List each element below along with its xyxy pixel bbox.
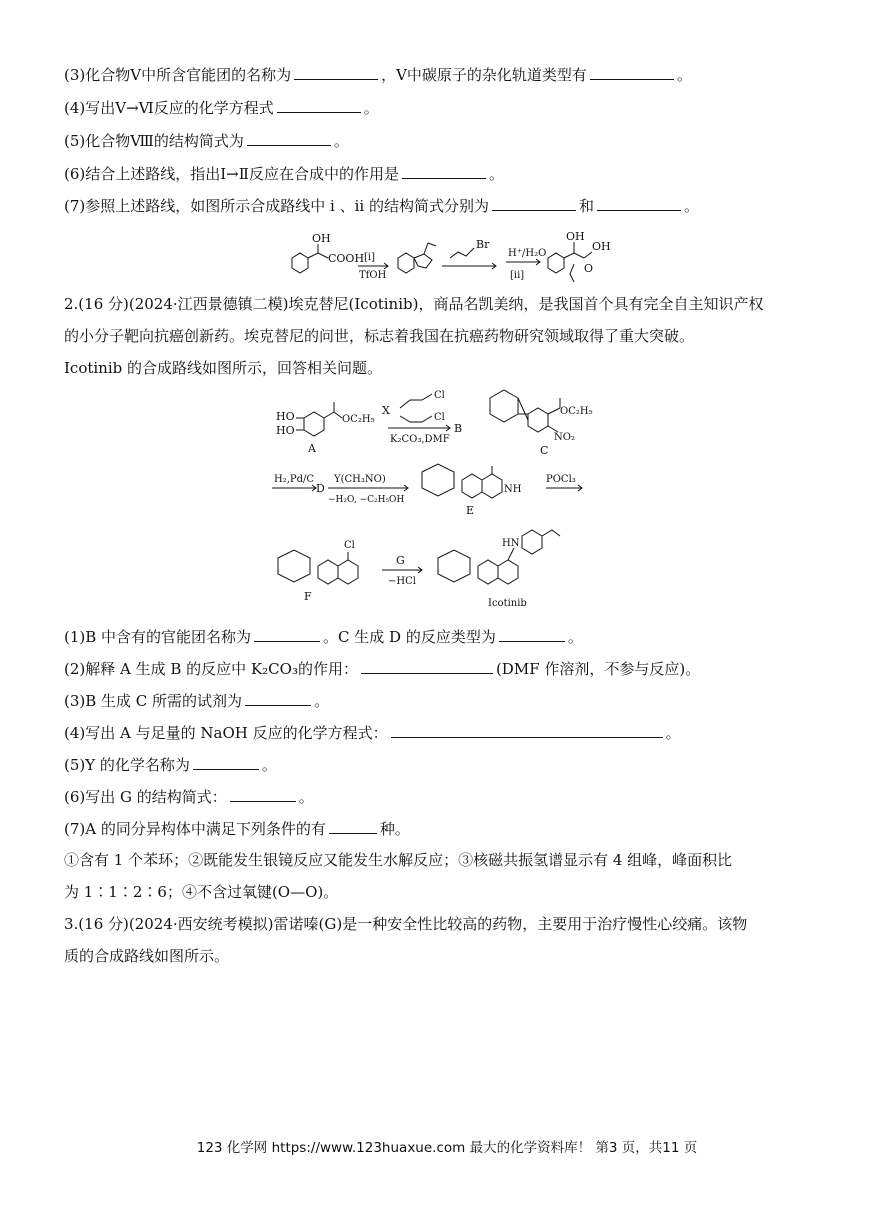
answer-blank[interactable] <box>361 657 493 674</box>
q2-question-6: (6)写出 G 的结构简式： 。 <box>64 785 314 808</box>
scheme-reagent-ii: [ii] <box>510 270 525 281</box>
answer-blank[interactable] <box>245 689 311 706</box>
label-icotinib: Icotinib <box>488 598 527 609</box>
answer-blank[interactable] <box>254 625 320 642</box>
q2-intro-3: Icotinib 的合成路线如图所示，回答相关问题。 <box>64 359 383 377</box>
answer-blank[interactable] <box>590 63 674 80</box>
label-reagent-x: X <box>382 404 390 417</box>
q1-line-5: (5)化合物Ⅷ的结构简式为 。 <box>64 129 349 152</box>
label-cond-h2pdc: H₂,Pd/C <box>274 474 315 485</box>
q2-question-2: (2)解释 A 生成 B 的反应中 K₂CO₃的作用： (DMF 作溶剂，不参与反应)。 <box>64 657 700 680</box>
q1-line-3: (3)化合物Ⅴ中所含官能团的名称为 ，Ⅴ中碳原子的杂化轨道类型有 。 <box>64 63 692 86</box>
icotinib-synthesis-route <box>270 388 630 616</box>
label-reagent-y: Y(CH₃NO) <box>334 474 386 485</box>
label-compound-e: E <box>466 504 475 517</box>
label-oc2h5: OC₂H₅ <box>342 414 375 425</box>
scheme-reagent-h2o: H⁺/H₂O <box>508 248 547 259</box>
q3-intro-2: 质的合成路线如图所示。 <box>64 947 230 965</box>
label-nh: NH <box>504 484 522 495</box>
label-pocl3: POCl₃ <box>546 474 576 485</box>
label-cl-1: Cl <box>434 390 445 401</box>
label-cl-2: Cl <box>434 412 445 423</box>
q2-question-1: (1)B 中含有的官能团名称为 。C 生成 D 的反应类型为 。 <box>64 625 583 648</box>
answer-blank[interactable] <box>402 162 486 179</box>
answer-blank[interactable] <box>492 194 576 211</box>
label-ho-2: HO <box>276 424 295 437</box>
answer-blank[interactable] <box>230 785 296 802</box>
label-reagent-g: G <box>396 554 405 567</box>
label-compound-b: B <box>454 422 463 435</box>
label-ho-1: HO <box>276 410 295 423</box>
scheme-label-oh: OH <box>312 232 331 245</box>
scheme-label-oh2: OH <box>566 230 585 243</box>
answer-blank[interactable] <box>597 194 681 211</box>
q2-conditions-1: ①含有 1 个苯环；②既能发生银镜反应又能发生水解反应；③核磁共振氢谱显示有 4 组峰，峰面积比 <box>64 851 733 869</box>
answer-blank[interactable] <box>193 753 259 770</box>
answer-blank[interactable] <box>294 63 378 80</box>
label-minus-hcl: −HCl <box>388 576 416 587</box>
scheme-label-cooh: COOH <box>328 252 365 265</box>
answer-blank[interactable] <box>391 721 663 738</box>
answer-blank[interactable] <box>277 96 361 113</box>
label-cl-f: Cl <box>344 540 355 551</box>
q2-question-7: (7)A 的同分异构体中满足下列条件的有 种。 <box>64 817 410 840</box>
q3-intro-1: 3.(16 分)(2024·西安统考模拟)雷诺嗪(G)是一种安全性比较高的药物，主要用于治疗慢性心绞痛。该物 <box>64 915 748 933</box>
q2-intro-1: 2.(16 分)(2024·江西景德镇二模)埃克替尼(Icotinib)，商品名凯美纳，是我国首个具有完全自主知识产权 <box>64 295 764 313</box>
label-compound-f: F <box>304 590 312 603</box>
label-compound-c: C <box>540 444 549 457</box>
label-no2: NO₂ <box>554 432 575 443</box>
q1-reaction-scheme <box>270 228 630 288</box>
scheme-label-br: Br <box>476 238 490 251</box>
page-footer: 123 化学网 https://www.123huaxue.com 最大的化学资料库！ 第3 页，共11 页 <box>196 1140 698 1156</box>
answer-blank[interactable] <box>499 625 565 642</box>
label-y-byproducts: −H₂O, −C₂H₅OH <box>328 495 405 505</box>
scheme-label-oh3: OH <box>592 240 611 253</box>
label-cond-k2co3: K₂CO₃,DMF <box>390 434 450 445</box>
label-oc2h5-c: OC₂H₅ <box>560 406 593 417</box>
label-compound-a: A <box>308 442 316 455</box>
scheme-reagent-i: [i] <box>364 252 376 263</box>
q2-conditions-2: 为 1∶1∶2∶6；④不含过氧键(O—O)。 <box>64 883 339 901</box>
q2-question-5: (5)Y 的化学名称为 。 <box>64 753 277 776</box>
q2-question-3: (3)B 生成 C 所需的试剂为 。 <box>64 689 329 712</box>
answer-blank[interactable] <box>247 129 331 146</box>
label-hn: HN <box>502 538 520 549</box>
q1-line-4: (4)写出Ⅴ→Ⅵ反应的化学方程式 。 <box>64 96 379 119</box>
answer-blank[interactable] <box>329 817 377 834</box>
q2-question-4: (4)写出 A 与足量的 NaOH 反应的化学方程式： 。 <box>64 721 681 744</box>
scheme-label-o: O <box>584 262 594 275</box>
label-compound-d: D <box>316 482 325 495</box>
q1-line-7: (7)参照上述路线，如图所示合成路线中 i 、ii 的结构简式分别为 和 。 <box>64 194 699 217</box>
q1-line-6: (6)结合上述路线，指出Ⅰ→Ⅱ反应在合成中的作用是 。 <box>64 162 504 185</box>
scheme-reagent-tfoh: TfOH <box>359 270 387 281</box>
q2-intro-2: 的小分子靶向抗癌创新药。埃克替尼的问世，标志着我国在抗癌药物研究领域取得了重大突破。 <box>64 327 695 345</box>
